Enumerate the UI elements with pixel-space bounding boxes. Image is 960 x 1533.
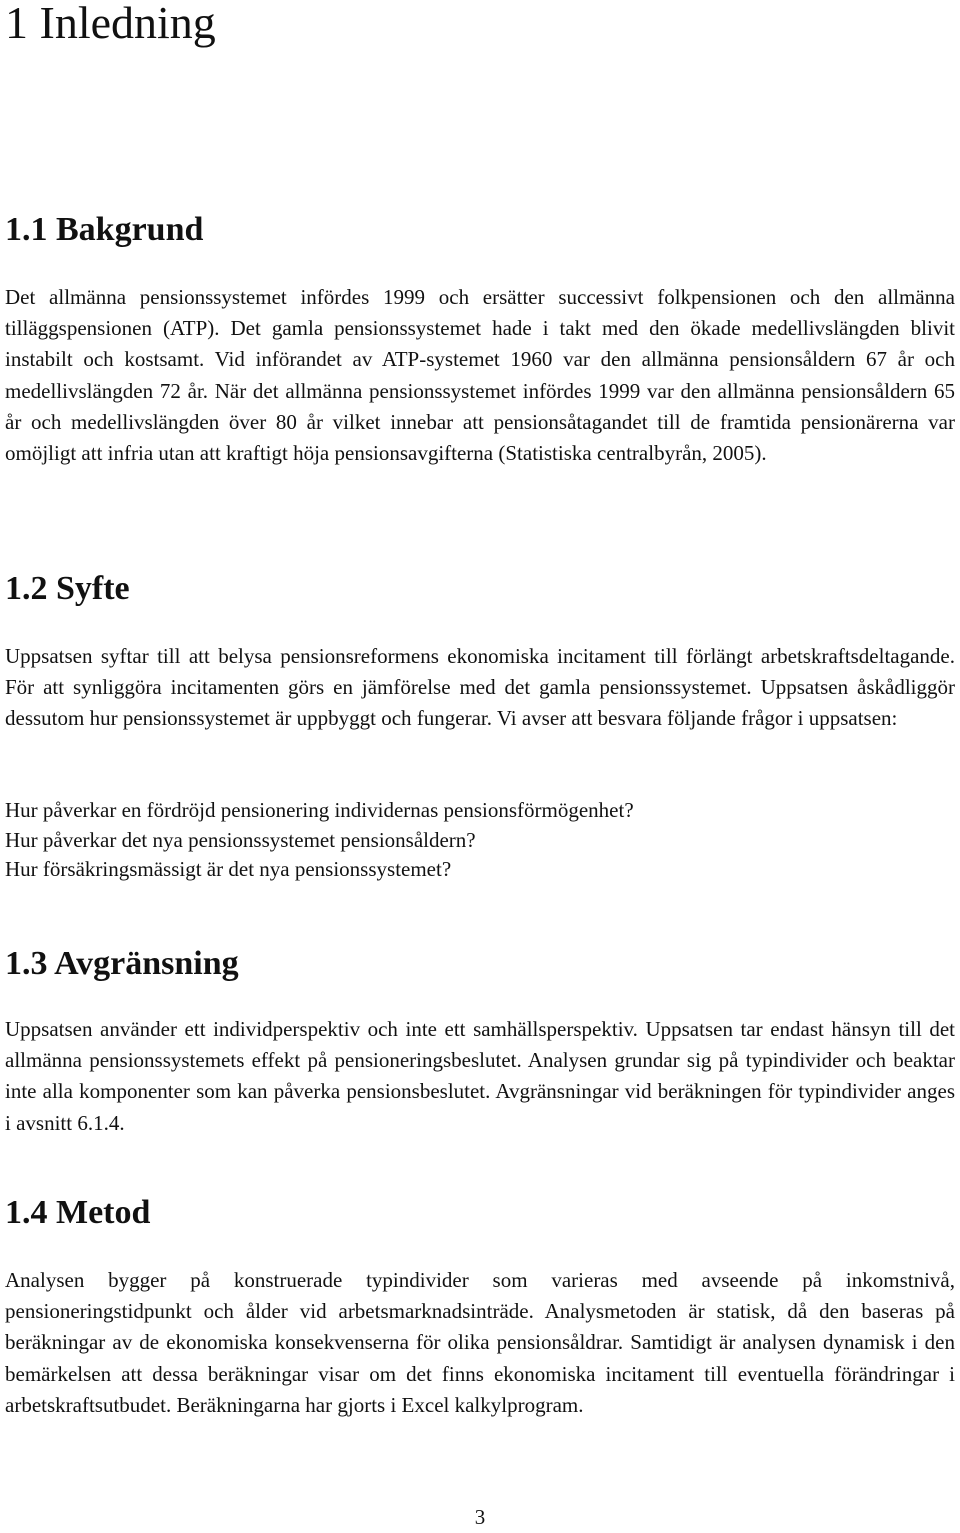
section-heading-avgransning: 1.3 Avgränsning xyxy=(5,945,239,982)
question-list xyxy=(5,796,955,885)
section-heading-metod: 1.4 Metod xyxy=(5,1194,151,1231)
paragraph-metod: Analysen bygger på konstruerade typindivider som varieras med avseende på inkomstnivå, pensioneringstidpunkt och ålder vid arbetsmarknadsinträde. Analysmetoden är statisk, då den baseras på beräkningar av de ekonomiska konsekvenserna för olika pensionsåldrar. Samtidigt är analysen dynamisk i den bemärkelsen att dessa beräkningar visar om det finns ekonomiska incitament till eventuella förändringar i arbetskraftsutbudet. Beräkningarna har gjorts i Excel kalkylprogram. xyxy=(5,1268,955,1417)
section-heading-syfte: 1.2 Syfte xyxy=(5,570,130,607)
section-heading-bakgrund: 1.1 Bakgrund xyxy=(5,211,204,248)
document-page xyxy=(5,0,955,1533)
paragraph-bakgrund: Det allmänna pensionssystemet infördes 1999 och ersätter successivt folkpensionen och den allmänna tilläggspensionen (ATP). Det gamla pensionssystemet hade i takt med den ökade medellivslängden blivit instabilt och kostsamt. Vid införandet av ATP-systemet 1960 var den allmänna pensionsåldern 67 år och medellivslängden 72 år. När det allmänna pensionssystemet infördes 1999 var den allmänna pensionsåldern 65 år och medellivslängden över 80 år vilket innebar att pensionsåtagandet till de framtida pensionärerna var omöjligt att infria utan att kraftigt höja pensionsavgifterna (Statistiska centralbyrån, 2005). xyxy=(5,285,955,466)
paragraph-syfte: Uppsatsen syftar till att belysa pensionsreformens ekonomiska incitament till förlängt arbetskraftsdeltagande. För att synliggöra incitamenten görs en jämförelse med det gamla pensionssystemet. Uppsatsen åskådliggör dessutom hur pensionssystemet är uppbyggt och fungerar. Vi avser att besvara följande frågor i uppsatsen: xyxy=(5,644,955,731)
paragraph-avgransning: Uppsatsen använder ett individperspektiv och inte ett samhällsperspektiv. Uppsatsen tar endast hänsyn till det allmänna pensionssystemets effekt på pensioneringsbeslutet. Analysen grundar sig på typindivider och beaktar inte alla komponenter som kan påverka pensionsbeslutet. Avgränsningar vid beräkningen för typindivider anges i avsnitt 6.1.4. xyxy=(5,1017,955,1135)
question-item: Hur påverkar det nya pensionssystemet pensionsåldern? xyxy=(5,827,476,852)
question-item: Hur försäkringsmässigt är det nya pensionssystemet? xyxy=(5,857,452,881)
question-item: Hur påverkar en fördröjd pensionering individernas pensionsförmögenhet? xyxy=(5,798,634,822)
chapter-title: 1 Inledning xyxy=(5,0,216,48)
page-number: 3 xyxy=(474,1505,486,1529)
